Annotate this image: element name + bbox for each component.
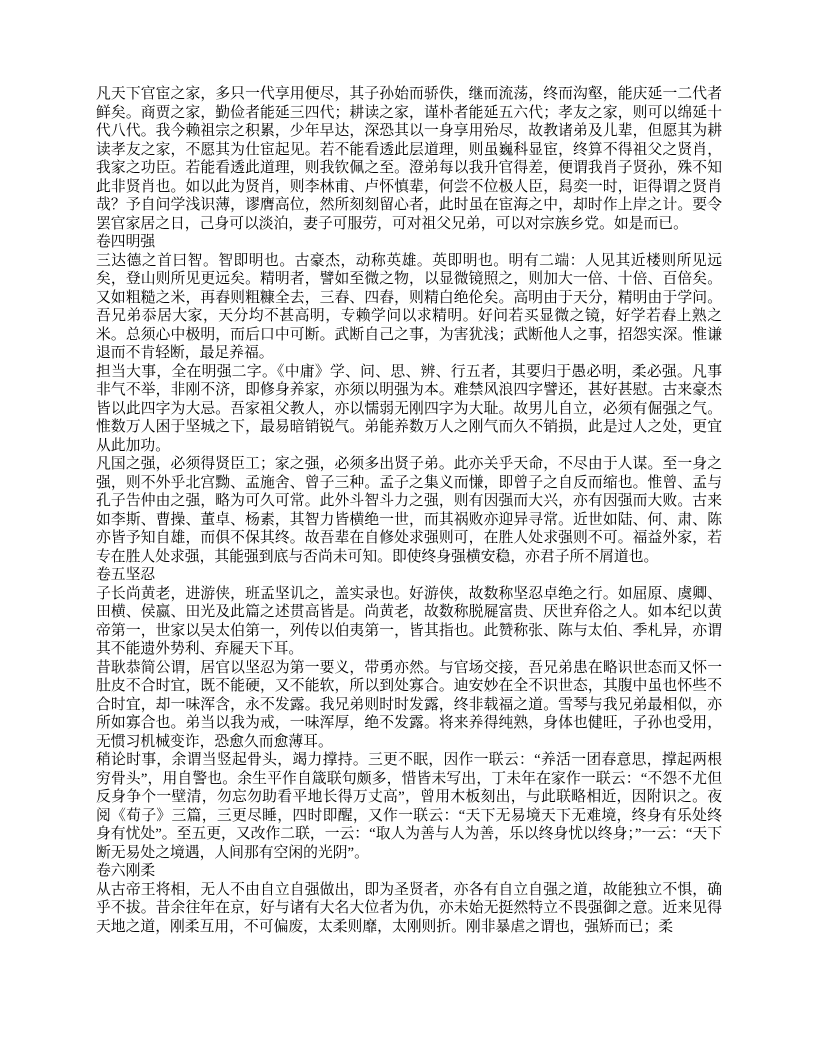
document-text-body: [96, 85, 722, 936]
paragraph-dandang-dashi: 担当大事，全在明强二字。《中庸》学、问、思、辨、行五者，其要归于愚必明，柔必强。凡事非气不举，非刚不济，即修身养家，亦须以明强为本。难禁风浪四字譬还，甚好甚慰。古来豪杰皆以此四字为大忌。吾家祖父教人，亦以懦弱无刚四字为大耻。故男儿自立，必须有倔强之气。惟数万人困于坚城之下，最易暗销锐气。弟能养数万人之刚气而久不销损，此是过人之处，更宜从此加功。: [96, 363, 722, 454]
paragraph-shaolun-shishi: 稍论时事，余谓当竖起骨头，竭力撑持。三更不眠，因作一联云：“养活一团春意思，撑起两根穷骨头”，用自警也。余生平作自箴联句颇多，惜皆未写出，丁未年在家作一联云：“不怨不尤但反身争个一壁清，勿忘勿助看平地长得万丈高”，曾用木板刻出，与此联略相近，因附识之。夜阅《荀子》三篇，三更尽睡，四时即醒，又作一联云：“天下无易境天下无难境，终身有乐处终身有忧处”。至五更，又改作二联，一云：“取人为善与人为善，乐以终身忧以终身；”一云：“天下断无易处之境遇，人间那有空闲的光阴”。: [96, 752, 722, 861]
chapter-heading-juan5-jianren: 卷五坚忍: [96, 567, 156, 583]
paragraph-guanhuan-family: 凡天下官宦之家，多只一代享用便尽，其子孙始而骄佚，继而流荡，终而沟壑，能庆延一二代者鲜矣。商贾之家，勤俭者能延三四代；耕读之家，谨朴者能延五六代；孝友之家，则可以绵延十代八代。我今赖祖宗之积累，少年早达，深恐其以一身享用殆尽，故教诸弟及儿辈，但愿其为耕读孝友之家，不愿其为仕宦起见。若不能看透此层道理，则虽巍科显宦，终算不得祖父之贤肖，我家之功臣。若能看透此道理，则我钦佩之至。澄弟每以我升官得差，便谓我肖子贤孙，殊不知此非贤肖也。如以此为贤肖，则李林甫、卢怀慎辈，何尝不位极人臣，舄奕一时，讵得谓之贤肖哉？予自问学浅识薄，谬膺高位，然所刻刻留心者，此时虽在宦海之中，却时作上岸之计。要令罢官家居之日，己身可以淡泊，妻子可服劳，可对祖父兄弟，可以对宗族乡党。如是而已。: [96, 86, 722, 232]
paragraph-fanguo-zhiqiang: 凡国之强，必须得贤臣工；家之强，必须多出贤子弟。此亦关乎天命，不尽由于人谋。至一身之强，则不外乎北宫黝、孟施舍、曾子三种。孟子之集义而慊，即曾子之自反而缩也。惟曾、孟与孔子告仲由之强，略为可久可常。此外斗智斗力之强，则有因强而大兴，亦有因强而大败。古来如李斯、曹操、董卓、杨素，其智力皆横绝一世，而其祸败亦迎异寻常。近世如陆、何、肃、陈亦皆予知自雄，而俱不保其终。故吾辈在自修处求强则可，在胜人处求强则不可。福益外家，若专在胜人处求强，其能强到底与否尚未可知。即使终身强横安稳，亦君子所不屑道也。: [96, 456, 722, 565]
chapter-heading-juan6-gangrou: 卷六刚柔: [96, 863, 156, 879]
paragraph-zichang-huanglao: 子长尚黄老，进游侠，班孟坚讥之，盖实录也。好游侠，故数称坚忍卓绝之行。如屈原、虞卿、田横、侯嬴、田光及此篇之述贯高皆是。尚黄老，故数称脱屣富贵、厌世弃俗之人。如本纪以黄帝第一，世家以吴太伯第一，列传以伯夷第一，皆其指也。此赞称张、陈与太伯、季札异，亦谓其不能遗外势利、弃屣天下耳。: [96, 585, 722, 657]
paragraph-congu-diwang: 从古帝王将相，无人不由自立自强做出，即为圣贤者，亦各有自立自强之道，故能独立不惧，确乎不拔。昔余往年在京，好与诸有大名大位者为仇，亦未始无挺然特立不畏强御之意。近来见得天地之道，刚柔互用，不可偏废，太柔则靡，太刚则折。刚非暴虐之谓也，强矫而已；柔: [96, 881, 722, 935]
paragraph-genggong-jianren: 昔耿恭简公谓，居官以坚忍为第一要义，带勇亦然。与官场交接，吾兄弟患在略识世态而又怀一肚皮不合时宜，既不能硬，又不能软，所以到处寡合。迪安妙在全不识世态，其腹中虽也怀些不合时宜，却一味浑含，永不发露。我兄弟则时时发露，终非载福之道。雪琴与我兄弟最相似，亦所如寡合也。弟当以我为戒，一味浑厚，绝不发露。将来养得纯熟，身体也健旺，子孙也受用，无惯习机械变诈，恐愈久而愈薄耳。: [96, 659, 722, 750]
chapter-heading-juan4-mingqiang: 卷四明强: [96, 234, 156, 250]
paragraph-sandade: 三达德之首曰智。智即明也。古豪杰，动称英雄。英即明也。明有二端：人见其近楼则所见远矣，登山则所见更远矣。精明者，譬如至微之物，以显微镜照之，则加大一倍、十倍、百倍矣。又如粗糙之米，再舂则粗糠全去，三舂、四舂，则精白绝伦矣。高明由于天分，精明由于学问。吾兄弟忝居大家，天分均不甚高明，专赖学问以求精明。好问若买显微之镜，好学若舂上熟之米。总须心中极明，而后口中可断。武断自己之事，为害犹浅；武断他人之事，招怨实深。惟谦退而不肯轻断，最足养福。: [96, 252, 722, 361]
